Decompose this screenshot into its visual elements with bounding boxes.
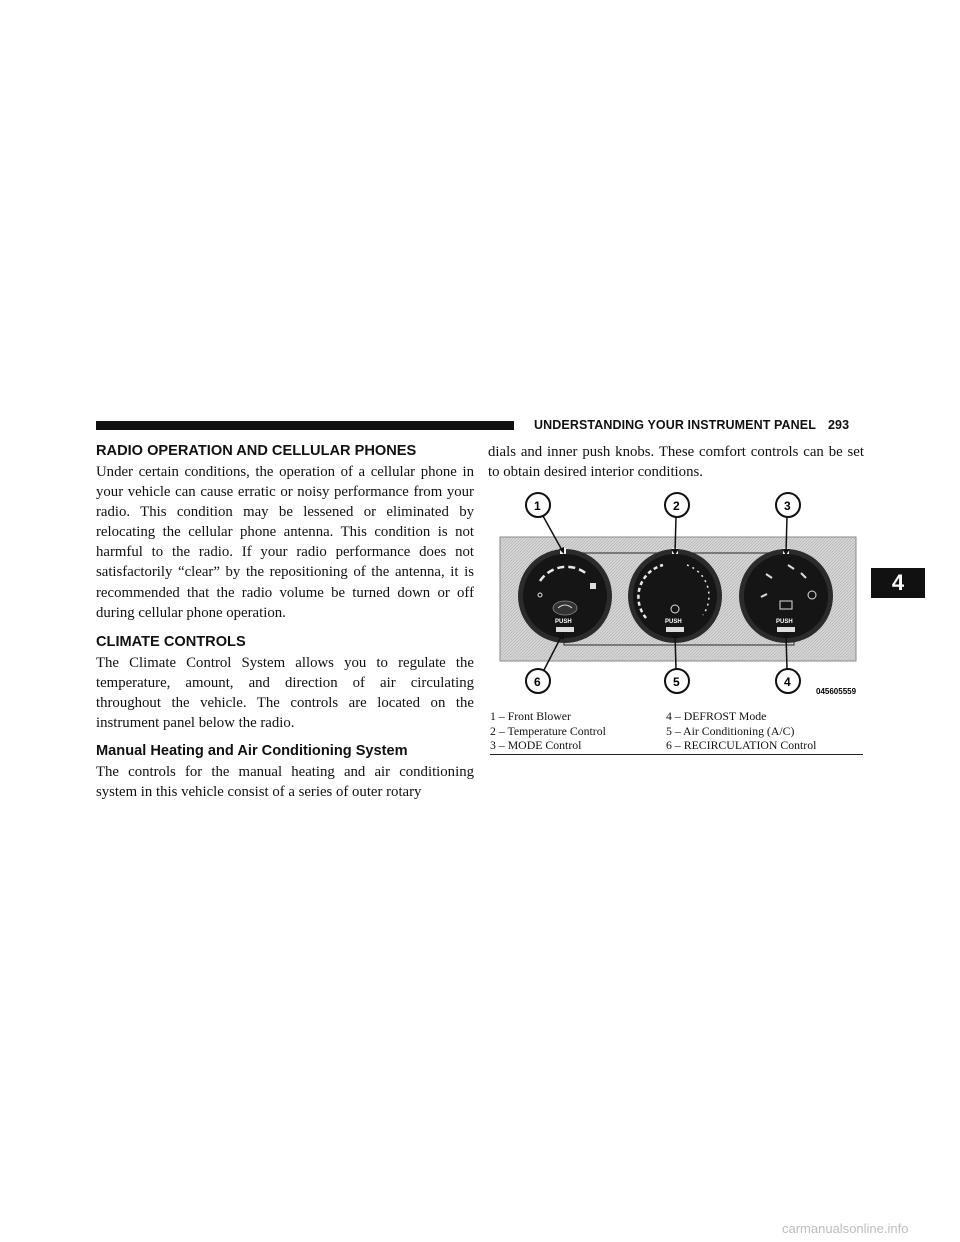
legend-row — [490, 738, 863, 753]
page-number: 293 — [827, 418, 850, 432]
legend-row — [490, 724, 863, 739]
svg-text:1: 1 — [534, 499, 541, 513]
climate-panel-illustration — [498, 487, 858, 702]
climate-control-figure — [498, 487, 858, 702]
legend-item: 1 – Front Blower — [490, 709, 571, 723]
paragraph-continued: dials and inner push knobs. These comfort controls can be set to obtain desired interior conditions. — [488, 444, 864, 481]
svg-text:2: 2 — [673, 499, 680, 513]
legend-row — [490, 709, 863, 724]
push-label: PUSH — [776, 619, 793, 625]
left-column — [96, 442, 474, 802]
svg-text:4: 4 — [784, 675, 791, 689]
chapter-tab[interactable]: 4 — [871, 568, 925, 598]
header-rule — [96, 421, 514, 430]
right-column — [488, 442, 864, 482]
paragraph-manual-heating: The controls for the manual heating and air conditioning system in this vehicle consist of a series of outer rotary — [96, 764, 474, 801]
paragraph-climate-controls: The Climate Control System allows you to regulate the temperature, amount, and direction of air circulating throughout the vehicle. The controls are located on the instrument panel below the radio. — [96, 654, 474, 732]
heading-manual-heating: Manual Heating and Air Conditioning System — [96, 743, 408, 760]
legend-item: 5 – Air Conditioning (A/C) — [666, 723, 795, 738]
legend-item: 6 – RECIRCULATION Control — [666, 738, 817, 752]
heading-climate-controls: CLIMATE CONTROLS — [96, 633, 246, 650]
site-watermark[interactable]: carmanualsonline.info — [782, 1221, 909, 1236]
svg-text:3: 3 — [784, 499, 791, 513]
svg-text:6: 6 — [534, 675, 541, 689]
push-label: PUSH — [665, 619, 682, 625]
legend-item: 4 – DEFROST Mode — [666, 709, 767, 723]
svg-text:5: 5 — [673, 675, 680, 689]
paragraph-radio-operation: Under certain conditions, the operation of a cellular phone in your vehicle can cause erratic or noisy performance from your radio. This condition may be lessened or eliminated by relocating the cellular phone antenna. This condition is not harmful to the radio. If your radio performance does not satisfactorily “clear” by the repositioning of the antenna, it is recommended that the radio volume be turned down or off during cellular phone operation. — [96, 464, 474, 621]
recirculation-icon — [553, 601, 577, 615]
heading-radio-operation: RADIO OPERATION AND CELLULAR PHONES — [96, 443, 417, 459]
header-section-title: UNDERSTANDING YOUR INSTRUMENT PANEL — [534, 418, 816, 432]
figure-code: 045605559 — [816, 687, 857, 696]
figure-legend — [490, 709, 863, 755]
legend-item: 3 – MODE Control — [490, 738, 582, 752]
running-header — [534, 418, 849, 432]
legend-item: 2 – Temperature Control — [490, 723, 606, 738]
push-label: PUSH — [555, 619, 572, 625]
